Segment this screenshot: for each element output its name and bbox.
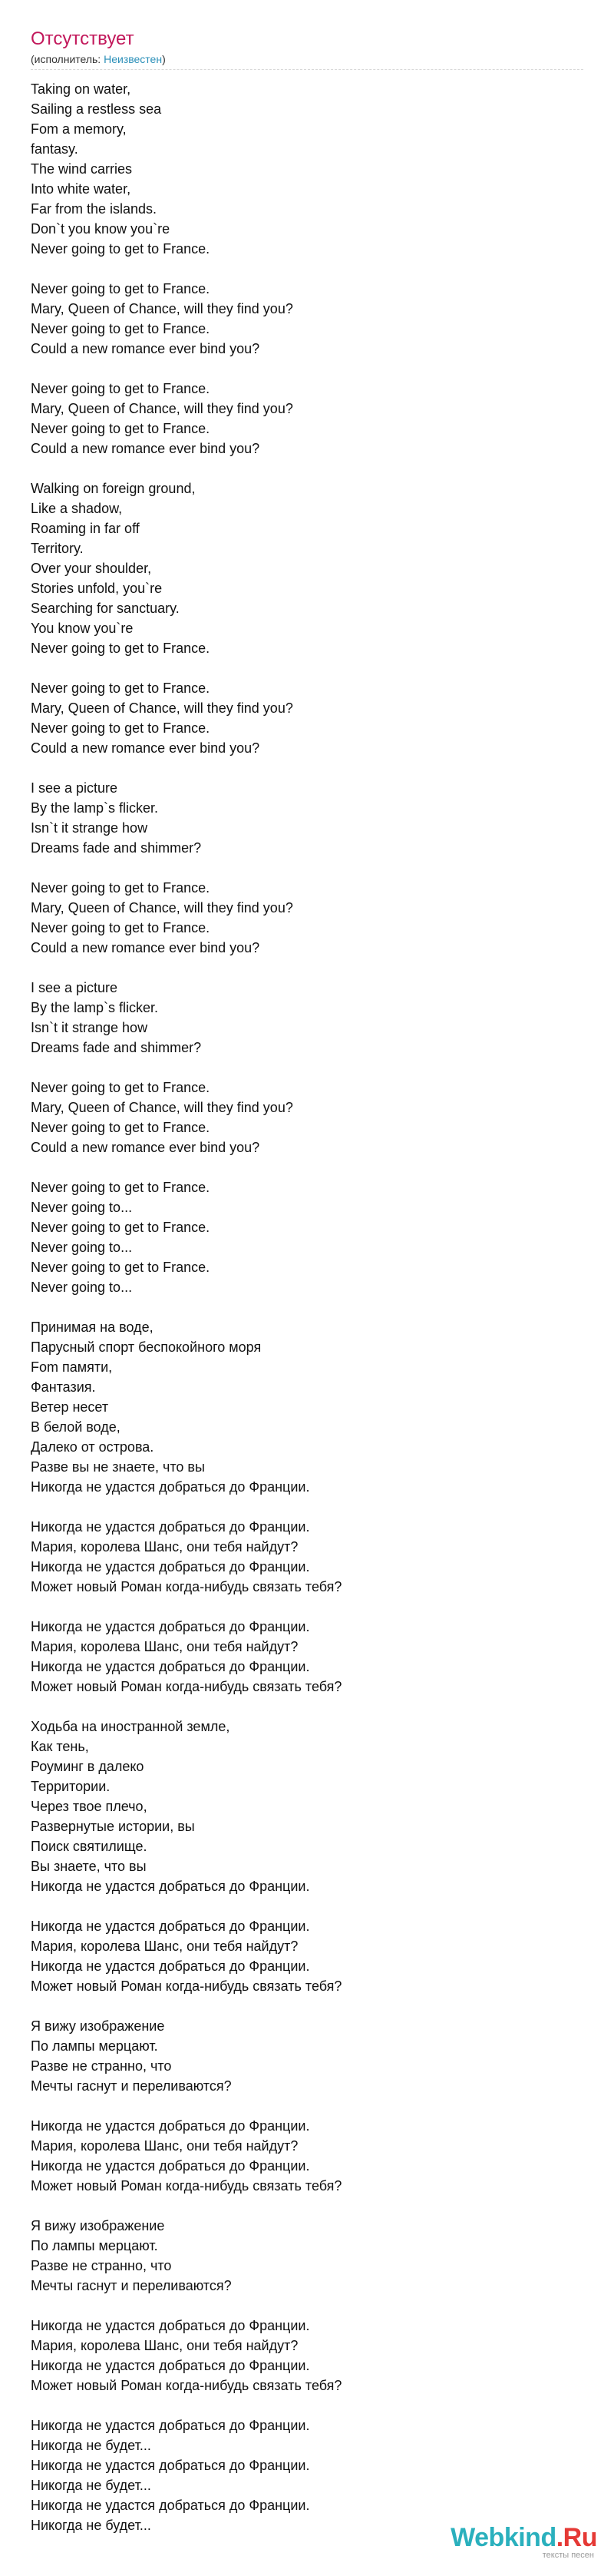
artist-prefix: (исполнитель:: [31, 53, 104, 65]
header-divider: [31, 69, 583, 70]
artist-line: [31, 52, 583, 66]
artist-link[interactable]: Неизвестен: [104, 53, 163, 65]
song-title: Отсутствует: [31, 28, 134, 49]
logo-tagline: тексты песен: [542, 2551, 594, 2560]
logo-tld: .Ru: [556, 2523, 597, 2552]
lyrics-text: Taking on water, Sailing a restless sea Fom a memory, fantasy. The wind carries Into white water, Far from the islands. Don`t you know you`re Never going to get to France. Never going to get to France. Mary, Queen of Chance, will they find you? Never going to get to France. Could a new romance ever bind you? Never going to get to France. Mary, Queen of Chance, will they find you? Never going to get to France. Could a new romance ever bind you? Walking on foreign ground, Like a shadow, Roaming in far off Territory. Over your shoulder, Stories unfold, you`re Searching for sanctuary. You know you`re Never going to get to France. Never going to get to France. Mary, Queen of Chance, will they find you? Never going to get to France. Could a new romance ever bind you? I see a picture By the lamp`s flicker. Isn`t it strange how Dreams fade and shimmer? Never going to get to France. Mary, Queen of Chance, will they find you? Never going to get to France. Could a new romance ever bind you? I see a picture By the lamp`s flicker. Isn`t it strange how Dreams fade and shimmer? Never going to get to France. Mary, Queen of Chance, will they find you? Never going to get to France. Could a new romance ever bind you? Never going to get to France. Never going to... Never going to get to France. Never going to... Never going to get to France. Never going to... Принимая на воде, Парусный спорт беспокойного моря Fom памяти, Фантазия. Ветер несет В белой воде, Далеко от острова. Разве вы не знаете, что вы Никогда не удастся добраться до Франции. Никогда не удастся добраться до Франции. Мария, королева Шанс, они тебя найдут? Никогда не удастся добраться до Франции. Может новый Роман когда-нибудь связать тебя? Никогда не удастся добраться до Франции. Мария, королева Шанс, они тебя найдут? Никогда не удастся добраться до Франции. Может новый Роман когда-нибудь связать тебя? Ходьба на иностранной земле, Как тень, Роуминг в далеко Территории. Через твое плечо, Развернутые истории, вы Поиск святилище. Вы знаете, что вы Никогда не удастся добраться до Франции. Никогда не удастся добраться до Франции. Мария, королева Шанс, они тебя найдут? Никогда не удастся добраться до Франции. Может новый Роман когда-нибудь связать тебя? Я вижу изображение По лампы мерцают. Разве не странно, что Мечты гаснут и переливаются? Никогда не удастся добраться до Франции. Мария, королева Шанс, они тебя найдут? Никогда не удастся добраться до Франции. Может новый Роман когда-нибудь связать тебя? Я вижу изображение По лампы мерцают. Разве не странно, что Мечты гаснут и переливаются? Никогда не удастся добраться до Франции. Мария, королева Шанс, они тебя найдут? Никогда не удастся добраться до Франции. Может новый Роман когда-нибудь связать тебя? Никогда не удастся добраться до Франции. Никогда не будет... Никогда не удастся добраться до Франции. Никогда не будет... Никогда не удастся добраться до Франции. Никогда не будет...: [31, 81, 342, 2533]
logo-brand: Webkind: [451, 2523, 556, 2552]
site-logo[interactable]: [451, 2523, 597, 2560]
song-header: [31, 28, 583, 70]
logo-wordmark: [451, 2523, 597, 2552]
artist-suffix: ): [162, 53, 166, 65]
